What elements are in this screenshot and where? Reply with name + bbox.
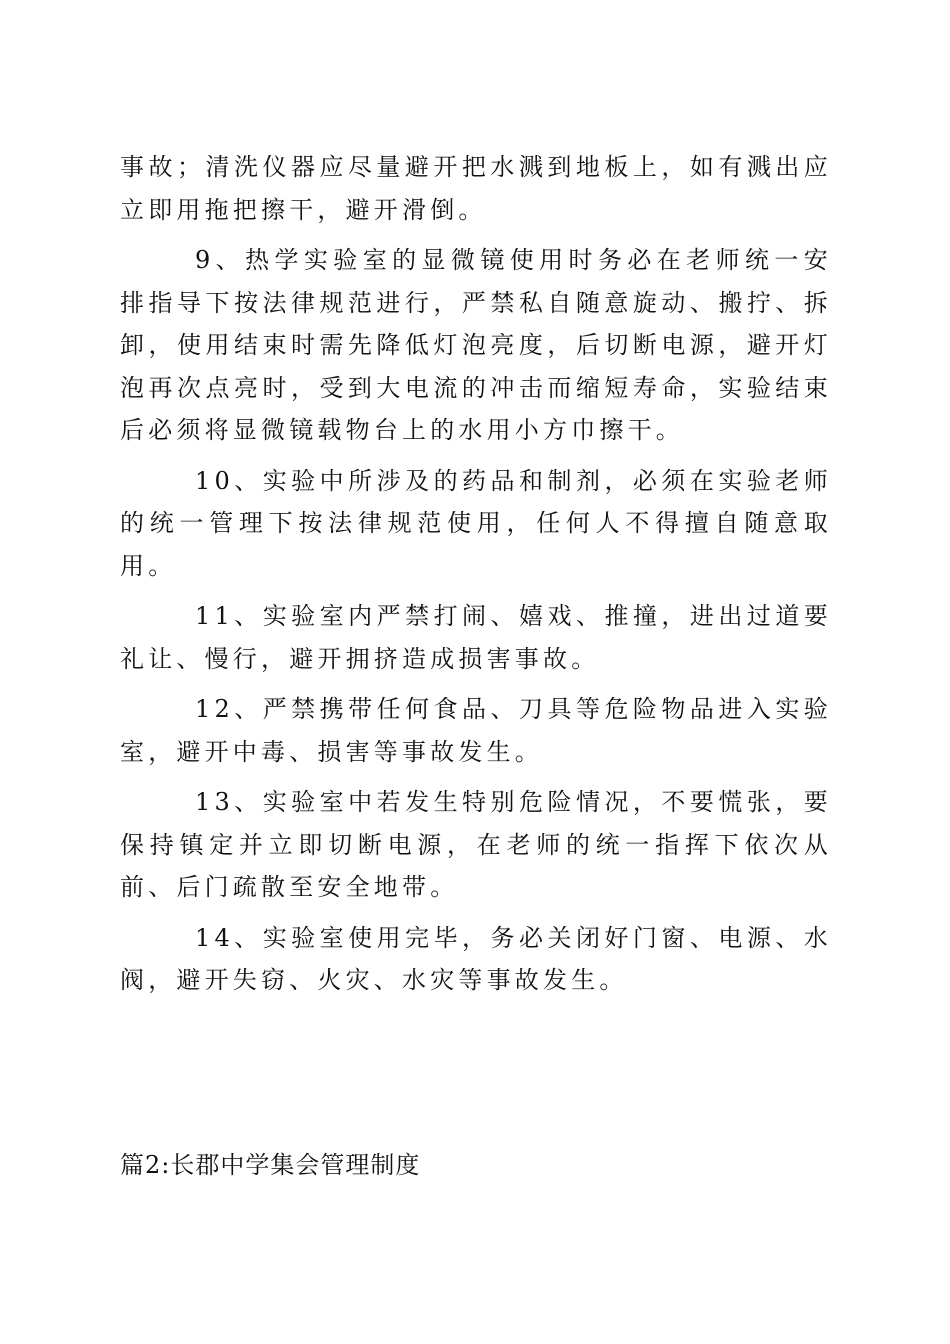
paragraph-rule-14: 14、实验室使用完毕，务必关闭好门窗、电源、水阀，避开失窃、火灾、水灾等事故发生。	[120, 923, 832, 994]
paragraph-rule-12: 12、严禁携带任何食品、刀具等危险物品进入实验室，避开中毒、损害等事故发生。	[120, 695, 832, 766]
paragraph-rule-13: 13、实验室中若发生特别危险情况，不要慌张，要保持镇定并立即切断电源，在老师的统一指挥下依次从前、后门疏散至安全地带。	[120, 788, 832, 901]
document-body	[120, 146, 832, 1010]
section-title: 篇2:长郡中学集会管理制度	[120, 1151, 421, 1179]
paragraph-rule-10: 10、实验中所涉及的药品和制剂，必须在实验老师的统一管理下按法律规范使用，任何人不得擅自随意取用。	[120, 466, 832, 580]
paragraph-continued: 事故；清洗仪器应尽量避开把水溅到地板上，如有溅出应立即用拖把擦干，避开滑倒。	[120, 153, 832, 224]
paragraph-rule-9: 9、热学实验室的显微镜使用时务必在老师统一安排指导下按法律规范进行，严禁私自随意旋动、搬拧、拆卸，使用结束时需先降低灯泡亮度，后切断电源，避开灯泡再次点亮时，受到大电流的冲击而缩短寿命，实验结束后必须将显微镜载物台上的水用小方巾擦干。	[120, 246, 832, 444]
paragraph-rule-11: 11、实验室内严禁打闹、嬉戏、推撞，进出过道要礼让、慢行，避开拥挤造成损害事故。	[120, 602, 832, 673]
